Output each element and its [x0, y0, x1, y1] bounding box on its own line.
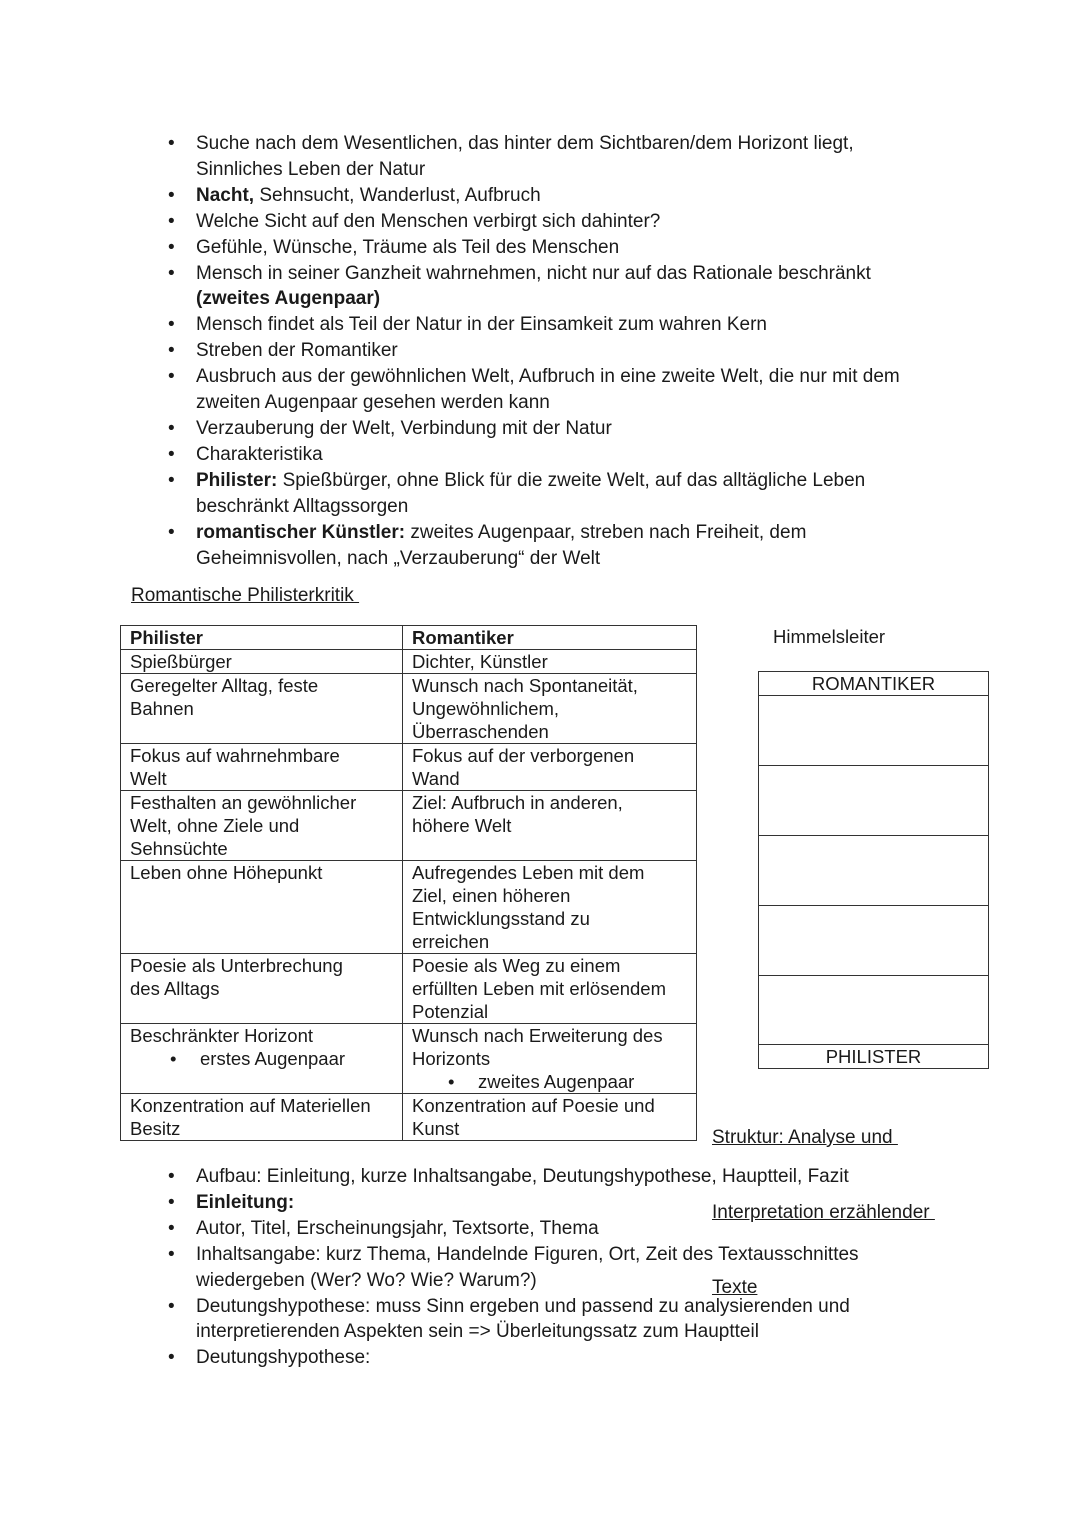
item-text: Charakteristika	[196, 443, 323, 465]
romantiker-cell	[403, 744, 697, 791]
list-item-line	[196, 312, 900, 338]
ladder-bottom-label: PHILISTER	[825, 1046, 922, 1067]
item-text: Ausbruch aus der gewöhnlichen Welt, Aufbruch in eine zweite Welt, die nur mit dem	[196, 366, 900, 388]
list-item	[170, 1190, 859, 1216]
list-item	[170, 209, 900, 235]
cell-line: Ziel: Aufbruch in anderen,	[412, 792, 623, 813]
cell-line: Sehnsüchte	[130, 838, 228, 859]
cell-line: Poesie als Unterbrechung	[130, 955, 343, 976]
list-item-line	[196, 442, 900, 468]
table-row	[121, 650, 697, 674]
philister-cell	[121, 1024, 403, 1094]
list-item	[170, 468, 900, 520]
header-romantiker	[403, 626, 697, 650]
list-item	[170, 1216, 859, 1242]
item-text: Mensch in seiner Ganzheit wahrnehmen, nicht nur auf das Rationale beschränkt	[196, 262, 871, 284]
list-item-line	[196, 157, 900, 183]
romantiker-cell	[403, 861, 697, 954]
bold-text: (zweites Augenpaar)	[196, 288, 381, 310]
item-text: Sinnliches Leben der Natur	[196, 158, 426, 180]
philister-cell	[121, 791, 403, 861]
cell-line: Geregelter Alltag, feste	[130, 675, 319, 696]
cell-line: erreichen	[412, 931, 490, 952]
item-text: Gefühle, Wünsche, Träume als Teil des Menschen	[196, 236, 620, 258]
ladder-rung	[759, 765, 988, 835]
table-header-row	[121, 626, 697, 650]
cell-line: Ungewöhnlichem,	[412, 698, 560, 719]
cell-line: Spießbürger	[130, 651, 232, 672]
cell-line: Beschränkter Horizont	[130, 1025, 314, 1046]
heading-line: Interpretation erzählender	[712, 1202, 935, 1223]
heading-line: Texte	[712, 1277, 758, 1298]
romantiker-cell	[403, 674, 697, 744]
item-text: Verzauberung der Welt, Verbindung mit der Natur	[196, 417, 612, 439]
list-item-line	[196, 416, 900, 442]
list-item-line	[196, 494, 900, 520]
ladder-rung	[759, 835, 988, 905]
cell-line: Besitz	[130, 1118, 181, 1139]
item-text: Mensch findet als Teil der Natur in der Einsamkeit zum wahren Kern	[196, 314, 767, 336]
philister-cell	[121, 650, 403, 674]
cell-line: Potenzial	[412, 1001, 489, 1022]
bold-text: Einleitung:	[196, 1191, 295, 1213]
list-item-line	[196, 183, 900, 209]
header-philister	[121, 626, 403, 650]
item-text: zweites Augenpaar, streben nach Freiheit, dem	[405, 521, 807, 543]
item-text: interpretierenden Aspekten sein => Überleitungssatz zum Hauptteil	[196, 1321, 759, 1343]
item-text: zweiten Augenpaar gesehen werden kann	[196, 392, 550, 414]
cell-line: Festhalten an gewöhnlicher	[130, 792, 357, 813]
list-item-line	[196, 390, 900, 416]
list-item	[170, 416, 900, 442]
list-item-line	[196, 338, 900, 364]
romantiker-cell	[403, 954, 697, 1024]
philister-cell	[121, 744, 403, 791]
list-item-line	[196, 1345, 859, 1371]
philister-cell	[121, 954, 403, 1024]
item-text: beschränkt Alltagssorgen	[196, 495, 409, 517]
cell-sub-bullet: • erstes Augenpaar	[130, 1047, 396, 1070]
header-text: Romantiker	[412, 627, 514, 648]
list-item	[170, 1164, 859, 1190]
cell-line: Welt	[130, 768, 167, 789]
cell-line: Wand	[412, 768, 460, 789]
philister-romantiker-table	[120, 625, 697, 1141]
list-item-line	[196, 1268, 859, 1294]
item-text: Suche nach dem Wesentlichen, das hinter dem Sichtbaren/dem Horizont liegt,	[196, 133, 854, 154]
list-item-line	[196, 1190, 859, 1216]
cell-line: Poesie als Weg zu einem	[412, 955, 621, 976]
philister-cell	[121, 1094, 403, 1141]
list-item-line	[196, 1164, 859, 1190]
item-text: Sehnsucht, Wanderlust, Aufbruch	[254, 184, 541, 206]
ladder-rungs	[759, 695, 988, 1045]
cell-line: Wunsch nach Spontaneität,	[412, 675, 638, 696]
cell-line: Bahnen	[130, 698, 194, 719]
item-text: Welche Sicht auf den Menschen verbirgt sich dahinter?	[196, 210, 661, 232]
philister-cell	[121, 861, 403, 954]
list-item-line	[196, 1242, 859, 1268]
cell-line: Entwicklungsstand zu	[412, 908, 590, 929]
cell-line: des Alltags	[130, 978, 220, 999]
list-item	[170, 131, 900, 183]
list-item-line	[196, 1216, 859, 1242]
romantiker-cell	[403, 791, 697, 861]
romantiker-cell	[403, 1024, 697, 1094]
cell-line: Dichter, Künstler	[412, 651, 548, 672]
ladder-rung	[759, 905, 988, 975]
item-text: Geheimnisvollen, nach „Verzauberung“ der Welt	[196, 547, 601, 569]
cell-line: Horizonts	[412, 1048, 491, 1069]
list-item-line	[196, 235, 900, 261]
cell-line: Leben ohne Höhepunkt	[130, 862, 323, 883]
romantiker-cell	[403, 650, 697, 674]
list-item	[170, 312, 900, 338]
list-item	[170, 520, 900, 572]
cell-line: Überraschenden	[412, 721, 549, 742]
list-item-line	[196, 520, 900, 546]
bold-text: romantischer Künstler:	[196, 521, 406, 543]
himmelsleiter-diagram	[758, 671, 989, 1069]
list-item	[170, 183, 900, 209]
romantiker-cell	[403, 1094, 697, 1141]
list-item	[170, 1242, 859, 1294]
cell-line: Kunst	[412, 1118, 460, 1139]
cell-line: Ziel, einen höheren	[412, 885, 571, 906]
cell-line: erfüllten Leben mit erlösendem	[412, 978, 667, 999]
item-text: Inhaltsangabe: kurz Thema, Handelnde Figuren, Ort, Zeit des Textausschnittes	[196, 1243, 859, 1265]
ladder-rung	[759, 695, 988, 765]
item-text: Deutungshypothese: muss Sinn ergeben und passend zu analysierenden und	[196, 1295, 850, 1317]
item-text: Streben der Romantiker	[196, 340, 398, 362]
list-item-line	[196, 131, 900, 157]
cell-line: Konzentration auf Poesie und	[412, 1095, 655, 1116]
heading-line: Struktur: Analyse und	[712, 1127, 898, 1148]
item-text: Spießbürger, ohne Blick für die zweite Welt, auf das alltägliche Leben	[277, 469, 866, 491]
analysis-bullet-list	[170, 1164, 859, 1371]
list-item	[170, 338, 900, 364]
table-row	[121, 861, 697, 954]
ladder-rung	[759, 975, 988, 1045]
list-item-line	[196, 364, 900, 390]
list-item-line	[196, 209, 900, 235]
list-item-line	[196, 261, 900, 287]
cell-sub-bullet: • zweites Augenpaar	[412, 1070, 690, 1093]
cell-line: Fokus auf wahrnehmbare	[130, 745, 340, 766]
bold-text: Nacht,	[196, 184, 255, 206]
ladder-top-label: ROMANTIKER	[811, 673, 936, 694]
list-item	[170, 364, 900, 416]
table-row	[121, 1024, 697, 1094]
list-item-line	[196, 546, 900, 572]
cell-line: Fokus auf der verborgenen	[412, 745, 635, 766]
item-text: Deutungshypothese:	[196, 1347, 371, 1369]
list-item	[170, 442, 900, 468]
item-text: wiedergeben (Wer? Wo? Wie? Warum?)	[196, 1269, 537, 1291]
table-row	[121, 954, 697, 1024]
list-item-line	[196, 286, 900, 312]
ladder-title: Himmelsleiter	[773, 626, 886, 647]
notes-bullet-list	[170, 131, 900, 571]
list-item-line	[196, 1319, 859, 1345]
table-row	[121, 674, 697, 744]
cell-line: Konzentration auf Materiellen	[130, 1095, 371, 1116]
table-caption: Romantische Philisterkritik	[131, 585, 360, 606]
header-text: Philister	[130, 627, 203, 648]
cell-line: höhere Welt	[412, 815, 512, 836]
item-text: Autor, Titel, Erscheinungsjahr, Textsorte, Thema	[196, 1217, 599, 1239]
philister-cell	[121, 674, 403, 744]
table-row	[121, 791, 697, 861]
table-row	[121, 744, 697, 791]
list-item	[170, 1294, 859, 1346]
cell-line: Aufregendes Leben mit dem	[412, 862, 645, 883]
table-row	[121, 1094, 697, 1141]
list-item	[170, 1345, 859, 1371]
item-text: Aufbau: Einleitung, kurze Inhaltsangabe, Deutungshypothese, Hauptteil, Fazit	[196, 1166, 849, 1187]
list-item-line	[196, 468, 900, 494]
list-item	[170, 261, 900, 313]
cell-line: Welt, ohne Ziele und	[130, 815, 300, 836]
list-item-line	[196, 1294, 859, 1320]
bold-text: Philister:	[196, 469, 278, 491]
list-item	[170, 235, 900, 261]
cell-line: Wunsch nach Erweiterung des	[412, 1025, 663, 1046]
